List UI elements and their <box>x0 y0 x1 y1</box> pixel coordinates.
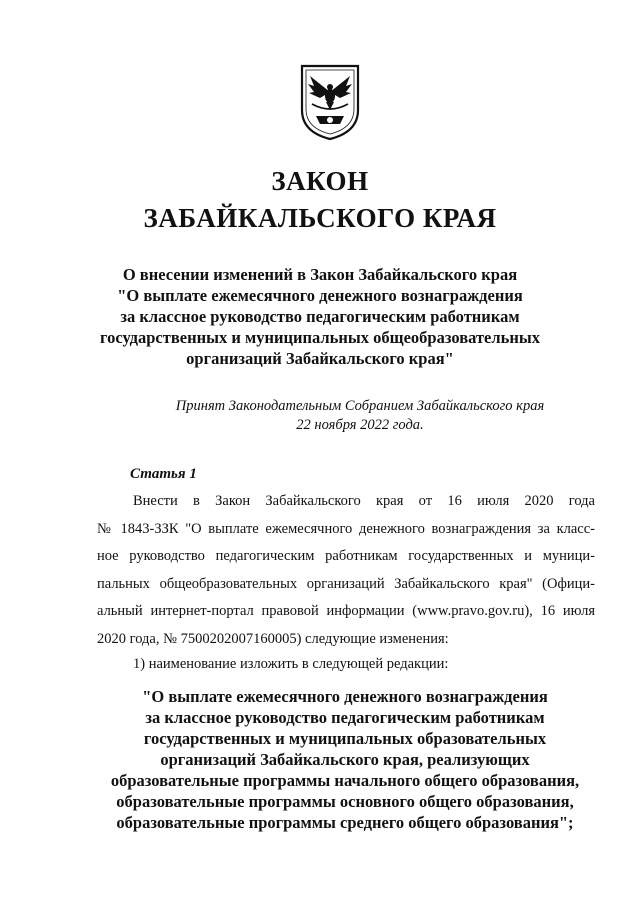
article-paragraph <box>97 488 595 653</box>
paragraph-line: ное руководство педагогическим работникам государственных и муници- <box>97 548 595 564</box>
adoption-date: 22 ноября 2022 года. <box>296 417 424 433</box>
adoption-line: Принят Законодательным Собранием Забайкальского края <box>175 398 545 414</box>
subtitle-line: "О выплате ежемесячного денежного вознаграждения <box>117 286 523 305</box>
quote-line: образовательные программы начального общего образования, <box>110 771 580 790</box>
document-title: ЗАКОН <box>271 166 369 196</box>
adoption-note <box>150 397 570 435</box>
paragraph-line: 2020 года, № 7500202007160005) следующие изменения: <box>97 630 449 647</box>
quote-line: государственных и муниципальных образовательных <box>143 729 547 748</box>
coat-of-arms-icon <box>296 62 364 142</box>
paragraph-line: Внести в Закон Забайкальского края от 16 июля 2020 года <box>133 493 595 509</box>
quote-line: организаций Забайкальского края, реализующих <box>160 750 530 769</box>
paragraph-line: № 1843-ЗЗК "О выплате ежемесячного денежного вознаграждения за класс- <box>97 520 595 537</box>
subtitle-line: организаций Забайкальского края" <box>186 349 454 368</box>
subtitle-line: за классное руководство педагогическим работникам <box>120 307 520 326</box>
document-title-region: ЗАБАЙКАЛЬСКОГО КРАЯ <box>143 203 497 233</box>
law-subtitle <box>60 264 580 369</box>
quote-line: образовательные программы основного общего образования, <box>116 792 574 811</box>
paragraph-line: пальных общеобразовательных организаций Забайкальского края" (Офици- <box>97 575 595 592</box>
subtitle-line: О внесении изменений в Закон Забайкальского края <box>122 265 518 284</box>
paragraph-line: альный интернет-портал правовой информации (www.pravo.gov.ru), 16 июля <box>97 603 595 619</box>
amendment-item <box>97 651 595 679</box>
new-title-quote <box>80 686 610 833</box>
subtitle-line: государственных и муниципальных общеобразовательных <box>100 328 540 347</box>
article-heading: Статья 1 <box>130 466 197 482</box>
quote-line: образовательные программы среднего общего образования"; <box>116 813 574 832</box>
amendment-item-text: 1) наименование изложить в следующей редакции: <box>133 656 449 672</box>
quote-line: "О выплате ежемесячного денежного вознаграждения <box>142 687 548 706</box>
quote-line: за классное руководство педагогическим работникам <box>145 708 545 727</box>
